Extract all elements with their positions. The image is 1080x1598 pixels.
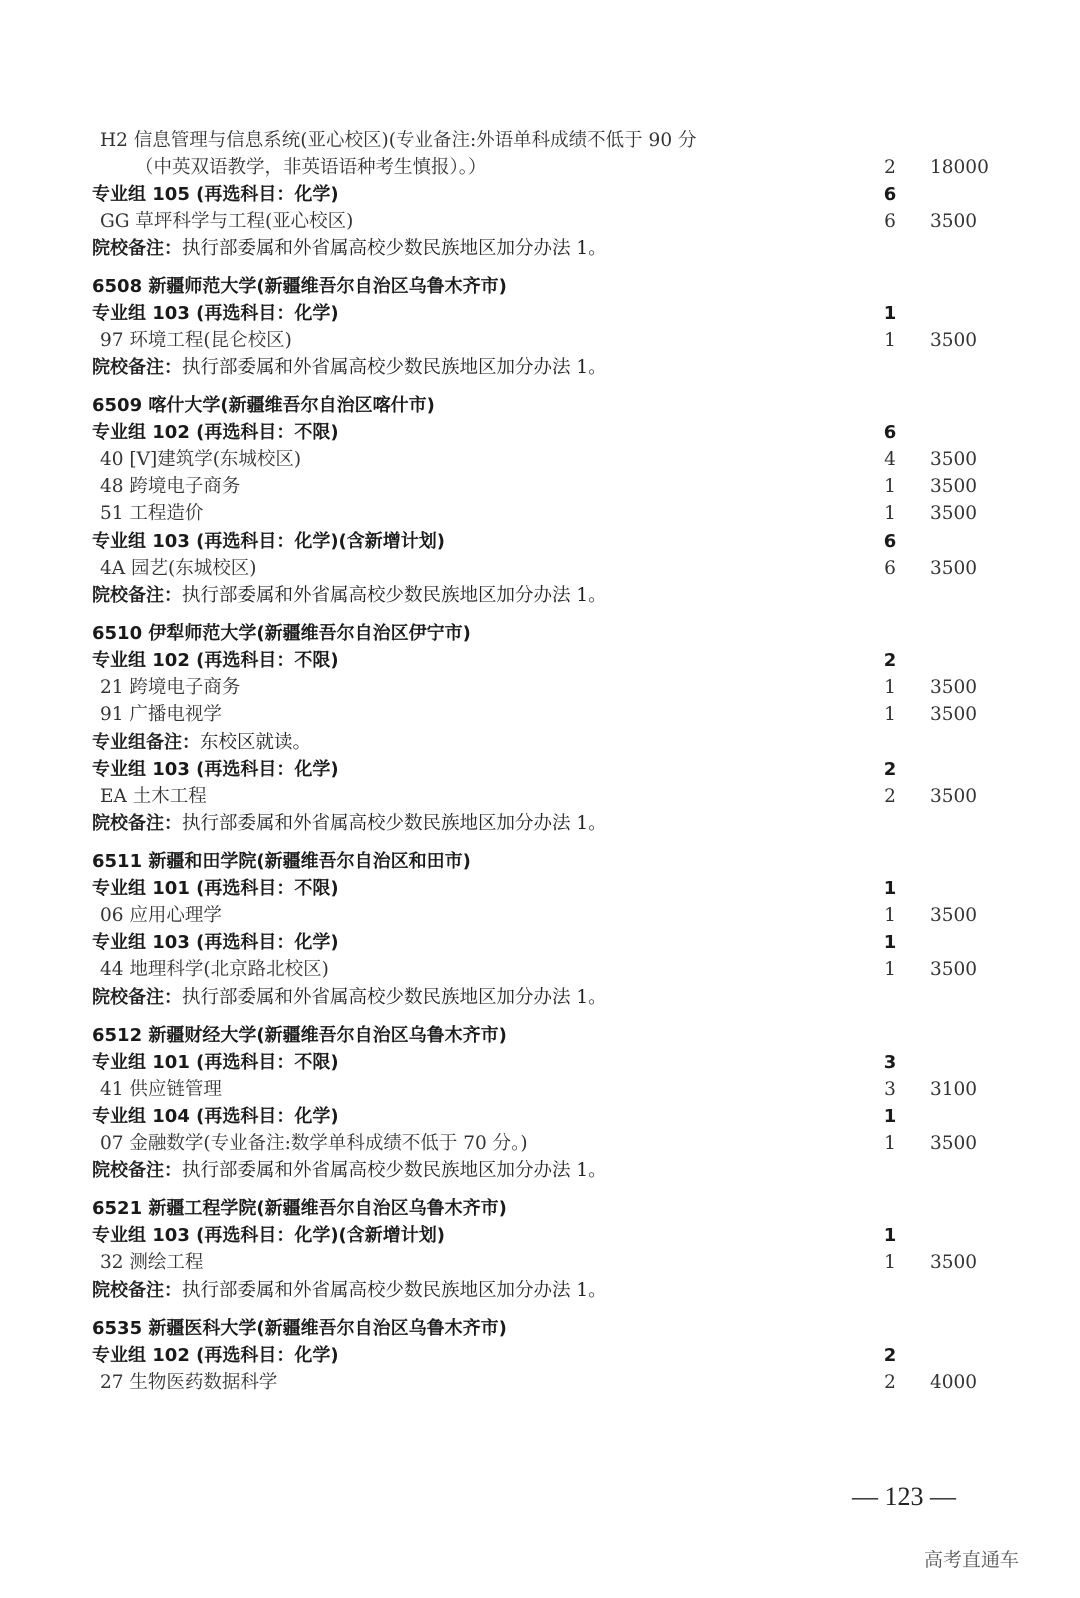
plan-count: 1 xyxy=(884,503,896,524)
remark-row xyxy=(0,1157,1080,1184)
major-row xyxy=(0,500,1080,527)
major-row xyxy=(0,783,1080,810)
remark-row xyxy=(0,582,1080,609)
remark-text xyxy=(92,810,607,837)
group-heading-row xyxy=(0,392,1080,419)
plan-count: 1 xyxy=(883,932,897,953)
plan-count: 2 xyxy=(883,1345,897,1366)
remark-text xyxy=(92,984,607,1011)
remark-text xyxy=(92,1277,607,1304)
remark-label: 院校备注： xyxy=(92,585,182,606)
plan-count: 3 xyxy=(884,1079,896,1100)
major-row xyxy=(0,473,1080,500)
group-heading-row xyxy=(0,756,1080,783)
major-row xyxy=(0,154,1080,181)
major-name: 32 测绘工程 xyxy=(100,1252,204,1273)
major-name: 06 应用心理学 xyxy=(100,905,222,926)
tuition-fee: 3500 xyxy=(930,503,978,524)
group-heading-text: 专业组 104 (再选科目：化学) xyxy=(92,1106,339,1127)
remark-label: 院校备注： xyxy=(92,1280,182,1301)
major-row xyxy=(0,674,1080,701)
plan-count: 1 xyxy=(884,677,896,698)
tuition-fee: 3100 xyxy=(930,1079,978,1100)
tuition-fee: 3500 xyxy=(930,449,978,470)
major-row xyxy=(0,1130,1080,1157)
tuition-fee: 3500 xyxy=(930,1252,978,1273)
plan-count: 1 xyxy=(884,704,896,725)
major-name: 51 工程造价 xyxy=(100,503,204,524)
group-heading-row xyxy=(0,419,1080,446)
plan-count: 2 xyxy=(884,157,896,178)
plan-count: 1 xyxy=(884,959,896,980)
plan-count: 1 xyxy=(883,1106,897,1127)
group-heading-text: 专业组 103 (再选科目：化学) xyxy=(92,759,339,780)
remark-text xyxy=(92,729,311,756)
watermark: 高考直通车 xyxy=(924,1549,1020,1571)
page-number: — 123 — xyxy=(852,1482,956,1511)
group-heading-text: 6511 新疆和田学院(新疆维吾尔自治区和田市) xyxy=(92,851,471,872)
major-name: GG 草坪科学与工程(亚心校区) xyxy=(100,211,354,232)
remark-content: 执行部委属和外省属高校少数民族地区加分办法 1。 xyxy=(182,357,607,378)
major-name: 44 地理科学(北京路北校区) xyxy=(100,959,329,980)
group-heading-text: 6521 新疆工程学院(新疆维吾尔自治区乌鲁木齐市) xyxy=(92,1198,507,1219)
plan-count: 6 xyxy=(883,422,897,443)
group-heading-row xyxy=(0,929,1080,956)
tuition-fee: 3500 xyxy=(930,786,978,807)
plan-count: 1 xyxy=(884,1133,896,1154)
group-heading-row xyxy=(0,1022,1080,1049)
plan-count: 1 xyxy=(883,1225,897,1246)
major-row xyxy=(0,701,1080,728)
group-heading-text: 专业组 102 (再选科目：不限) xyxy=(92,650,339,671)
remark-label: 专业组备注： xyxy=(92,732,200,753)
tuition-fee: 4000 xyxy=(930,1372,978,1393)
major-name: 41 供应链管理 xyxy=(100,1079,222,1100)
group-heading-text: 6509 喀什大学(新疆维吾尔自治区喀什市) xyxy=(92,395,435,416)
group-heading-text: 专业组 102 (再选科目：化学) xyxy=(92,1345,339,1366)
group-heading-row xyxy=(0,300,1080,327)
plan-count: 2 xyxy=(883,650,897,671)
group-heading-text: 专业组 103 (再选科目：化学)(含新增计划) xyxy=(92,1225,446,1246)
group-heading-row xyxy=(0,1195,1080,1222)
plan-count: 6 xyxy=(884,558,896,579)
group-heading-row xyxy=(0,875,1080,902)
plan-count: 1 xyxy=(884,905,896,926)
tuition-fee: 3500 xyxy=(930,330,978,351)
group-heading-row xyxy=(0,1049,1080,1076)
major-row xyxy=(0,555,1080,582)
major-name: 91 广播电视学 xyxy=(100,704,222,725)
major-row xyxy=(0,902,1080,929)
remark-label: 院校备注： xyxy=(92,813,182,834)
major-name: （中英双语教学，非英语语种考生慎报）。） xyxy=(135,157,487,178)
group-heading-row xyxy=(0,848,1080,875)
plan-count: 2 xyxy=(884,786,896,807)
group-heading-row xyxy=(0,273,1080,300)
plan-count: 1 xyxy=(883,303,897,324)
group-heading-text: 专业组 103 (再选科目：化学)(含新增计划) xyxy=(92,531,446,552)
major-row xyxy=(0,1369,1080,1396)
group-heading-text: 6508 新疆师范大学(新疆维吾尔自治区乌鲁木齐市) xyxy=(92,276,507,297)
remark-content: 东校区就读。 xyxy=(200,732,312,753)
group-heading-text: 专业组 103 (再选科目：化学) xyxy=(92,303,339,324)
plan-count: 1 xyxy=(884,330,896,351)
tuition-fee: 3500 xyxy=(930,905,978,926)
plan-count: 1 xyxy=(883,878,897,899)
plan-count: 2 xyxy=(884,1372,896,1393)
group-heading-text: 专业组 103 (再选科目：化学) xyxy=(92,932,339,953)
tuition-fee: 3500 xyxy=(930,677,978,698)
remark-content: 执行部委属和外省属高校少数民族地区加分办法 1。 xyxy=(182,1160,607,1181)
major-name: 48 跨境电子商务 xyxy=(100,476,241,497)
group-heading-text: 6512 新疆财经大学(新疆维吾尔自治区乌鲁木齐市) xyxy=(92,1025,507,1046)
plan-count: 6 xyxy=(883,531,897,552)
group-heading-row xyxy=(0,647,1080,674)
remark-row xyxy=(0,729,1080,756)
tuition-fee: 3500 xyxy=(930,1133,978,1154)
tuition-fee: 3500 xyxy=(930,704,978,725)
group-heading-row xyxy=(0,1103,1080,1130)
tuition-fee: 3500 xyxy=(930,211,978,232)
plan-count: 1 xyxy=(884,476,896,497)
major-name: 07 金融数学(专业备注:数学单科成绩不低于 70 分。) xyxy=(100,1133,528,1154)
major-name: 4A 园艺(东城校区) xyxy=(100,558,257,579)
remark-label: 院校备注： xyxy=(92,357,182,378)
remark-content: 执行部委属和外省属高校少数民族地区加分办法 1。 xyxy=(182,238,607,259)
plan-count: 2 xyxy=(883,759,897,780)
major-name: H2 信息管理与信息系统(亚心校区)(专业备注:外语单科成绩不低于 90 分 xyxy=(100,130,697,151)
group-heading-row xyxy=(0,1315,1080,1342)
group-heading-text: 专业组 101 (再选科目：不限) xyxy=(92,878,339,899)
major-name: 40 [V]建筑学(东城校区) xyxy=(100,449,302,470)
remark-row xyxy=(0,1277,1080,1304)
tuition-fee: 18000 xyxy=(930,157,989,178)
group-heading-text: 专业组 101 (再选科目：不限) xyxy=(92,1052,339,1073)
major-name: 97 环境工程(昆仑校区) xyxy=(100,330,292,351)
group-heading-text: 6535 新疆医科大学(新疆维吾尔自治区乌鲁木齐市) xyxy=(92,1318,507,1339)
major-row xyxy=(0,446,1080,473)
remark-content: 执行部委属和外省属高校少数民族地区加分办法 1。 xyxy=(182,585,607,606)
remark-label: 院校备注： xyxy=(92,1160,182,1181)
remark-text xyxy=(92,1157,607,1184)
remark-label: 院校备注： xyxy=(92,987,182,1008)
plan-count: 1 xyxy=(884,1252,896,1273)
remark-content: 执行部委属和外省属高校少数民族地区加分办法 1。 xyxy=(182,1280,607,1301)
major-name: 27 生物医药数据科学 xyxy=(100,1372,278,1393)
tuition-fee: 3500 xyxy=(930,959,978,980)
major-row xyxy=(0,1076,1080,1103)
plan-count: 3 xyxy=(883,1052,897,1073)
remark-content: 执行部委属和外省属高校少数民族地区加分办法 1。 xyxy=(182,813,607,834)
group-heading-row xyxy=(0,620,1080,647)
group-heading-text: 6510 伊犁师范大学(新疆维吾尔自治区伊宁市) xyxy=(92,623,471,644)
plan-count: 6 xyxy=(883,184,897,205)
group-heading-text: 专业组 102 (再选科目：不限) xyxy=(92,422,339,443)
plan-count: 6 xyxy=(884,211,896,232)
major-row xyxy=(0,127,1080,154)
remark-content: 执行部委属和外省属高校少数民族地区加分办法 1。 xyxy=(182,987,607,1008)
tuition-fee: 3500 xyxy=(930,476,978,497)
tuition-fee: 3500 xyxy=(930,558,978,579)
plan-count: 4 xyxy=(884,449,896,470)
remark-row xyxy=(0,354,1080,381)
group-heading-row xyxy=(0,181,1080,208)
major-name: 21 跨境电子商务 xyxy=(100,677,241,698)
remark-text xyxy=(92,582,607,609)
group-heading-row xyxy=(0,528,1080,555)
remark-row xyxy=(0,984,1080,1011)
major-row xyxy=(0,956,1080,983)
remark-row xyxy=(0,810,1080,837)
remark-row xyxy=(0,235,1080,262)
major-row xyxy=(0,1249,1080,1276)
remark-text xyxy=(92,235,607,262)
group-heading-row xyxy=(0,1222,1080,1249)
major-row xyxy=(0,208,1080,235)
remark-label: 院校备注： xyxy=(92,238,182,259)
remark-text xyxy=(92,354,607,381)
group-heading-text: 专业组 105 (再选科目：化学) xyxy=(92,184,339,205)
group-heading-row xyxy=(0,1342,1080,1369)
major-name: EA 土木工程 xyxy=(100,786,207,807)
major-row xyxy=(0,327,1080,354)
